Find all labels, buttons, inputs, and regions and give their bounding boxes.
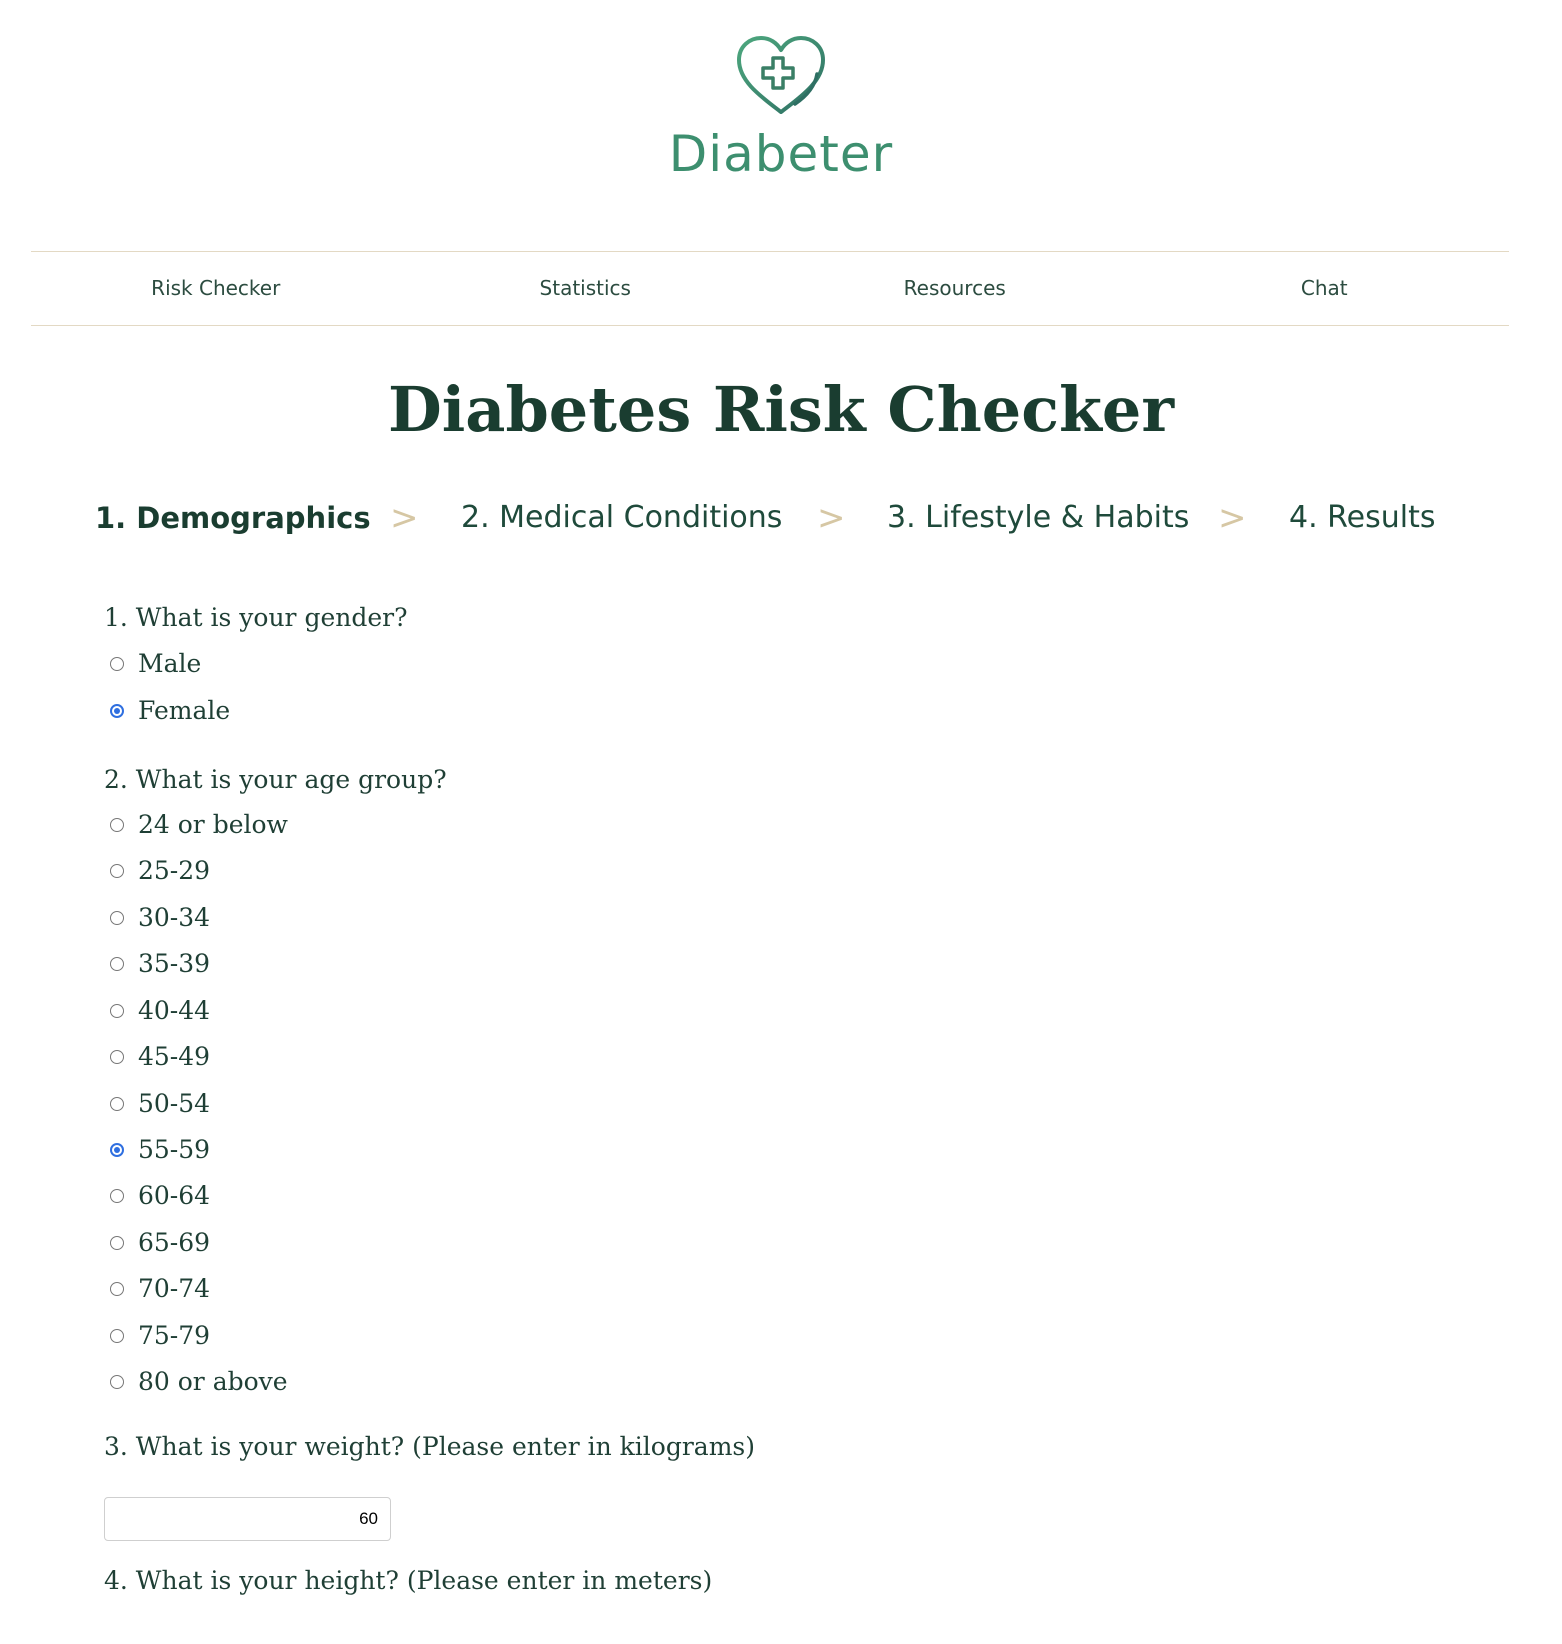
- option-label: 60-64: [138, 1181, 211, 1210]
- age-option-45-49[interactable]: [110, 1041, 210, 1073]
- option-label: 25-29: [138, 856, 211, 885]
- option-label: 65-69: [138, 1228, 211, 1257]
- question-weight: 3. What is your weight? (Please enter in kilograms): [104, 1432, 755, 1461]
- radio-button[interactable]: [110, 704, 124, 718]
- age-option-55-59[interactable]: [110, 1134, 210, 1166]
- radio-button[interactable]: [110, 1143, 124, 1157]
- step-results[interactable]: 4. Results: [1289, 500, 1436, 535]
- question-gender: 1. What is your gender?: [104, 603, 408, 632]
- radio-button[interactable]: [110, 1236, 124, 1250]
- option-label: 70-74: [138, 1274, 211, 1303]
- gender-option-female[interactable]: [110, 695, 230, 727]
- option-label: 75-79: [138, 1321, 211, 1350]
- option-label: 35-39: [138, 949, 211, 978]
- main-nav: [31, 251, 1509, 326]
- radio-button[interactable]: [110, 1329, 124, 1343]
- page-title: Diabetes Risk Checker: [387, 373, 1175, 446]
- age-option-30-34[interactable]: [110, 902, 210, 934]
- radio-button[interactable]: [110, 1282, 124, 1296]
- radio-button[interactable]: [110, 1004, 124, 1018]
- age-option-50-54[interactable]: [110, 1088, 210, 1120]
- step-separator-1: >: [390, 498, 419, 538]
- radio-button[interactable]: [110, 818, 124, 832]
- radio-button[interactable]: [110, 657, 124, 671]
- age-option-65-69[interactable]: [110, 1227, 210, 1259]
- age-option-80-or-above[interactable]: [110, 1366, 288, 1398]
- step-separator-2: >: [817, 498, 846, 538]
- radio-button[interactable]: [110, 1189, 124, 1203]
- option-label: 80 or above: [138, 1367, 288, 1396]
- brand-name: Diabeter: [668, 125, 894, 183]
- age-option-35-39[interactable]: [110, 948, 210, 980]
- step-lifestyle-habits[interactable]: 3. Lifestyle & Habits: [887, 500, 1190, 535]
- age-option-24-or-below[interactable]: [110, 809, 288, 841]
- age-option-40-44[interactable]: [110, 995, 210, 1027]
- step-separator-3: >: [1218, 498, 1247, 538]
- brand-logo[interactable]: [0, 34, 1562, 184]
- age-option-70-74[interactable]: [110, 1273, 210, 1305]
- gender-option-male[interactable]: [110, 648, 201, 680]
- question-height: 4. What is your height? (Please enter in meters): [104, 1566, 713, 1595]
- step-demographics[interactable]: 1. Demographics: [95, 501, 371, 535]
- radio-button[interactable]: [110, 957, 124, 971]
- option-label: Female: [138, 696, 231, 725]
- option-label: Male: [138, 649, 202, 678]
- weight-input[interactable]: [104, 1497, 391, 1541]
- option-label: 50-54: [138, 1089, 211, 1118]
- nav-item-resources[interactable]: Resources: [903, 276, 1006, 300]
- option-label: 55-59: [138, 1135, 211, 1164]
- radio-button[interactable]: [110, 1097, 124, 1111]
- age-option-75-79[interactable]: [110, 1320, 210, 1352]
- radio-button[interactable]: [110, 864, 124, 878]
- nav-item-chat[interactable]: Chat: [1300, 276, 1348, 300]
- option-label: 24 or below: [138, 810, 288, 839]
- nav-item-risk-checker[interactable]: Risk Checker: [151, 276, 281, 300]
- age-option-25-29[interactable]: [110, 855, 210, 887]
- nav-item-statistics[interactable]: Statistics: [539, 276, 631, 300]
- radio-button[interactable]: [110, 1050, 124, 1064]
- radio-button[interactable]: [110, 1375, 124, 1389]
- option-label: 40-44: [138, 996, 211, 1025]
- question-age-group: 2. What is your age group?: [104, 765, 447, 794]
- age-option-60-64[interactable]: [110, 1180, 210, 1212]
- option-label: 30-34: [138, 903, 211, 932]
- option-label: 45-49: [138, 1042, 211, 1071]
- radio-button[interactable]: [110, 911, 124, 925]
- step-medical-conditions[interactable]: 2. Medical Conditions: [461, 500, 783, 535]
- heart-cross-icon: [733, 34, 829, 118]
